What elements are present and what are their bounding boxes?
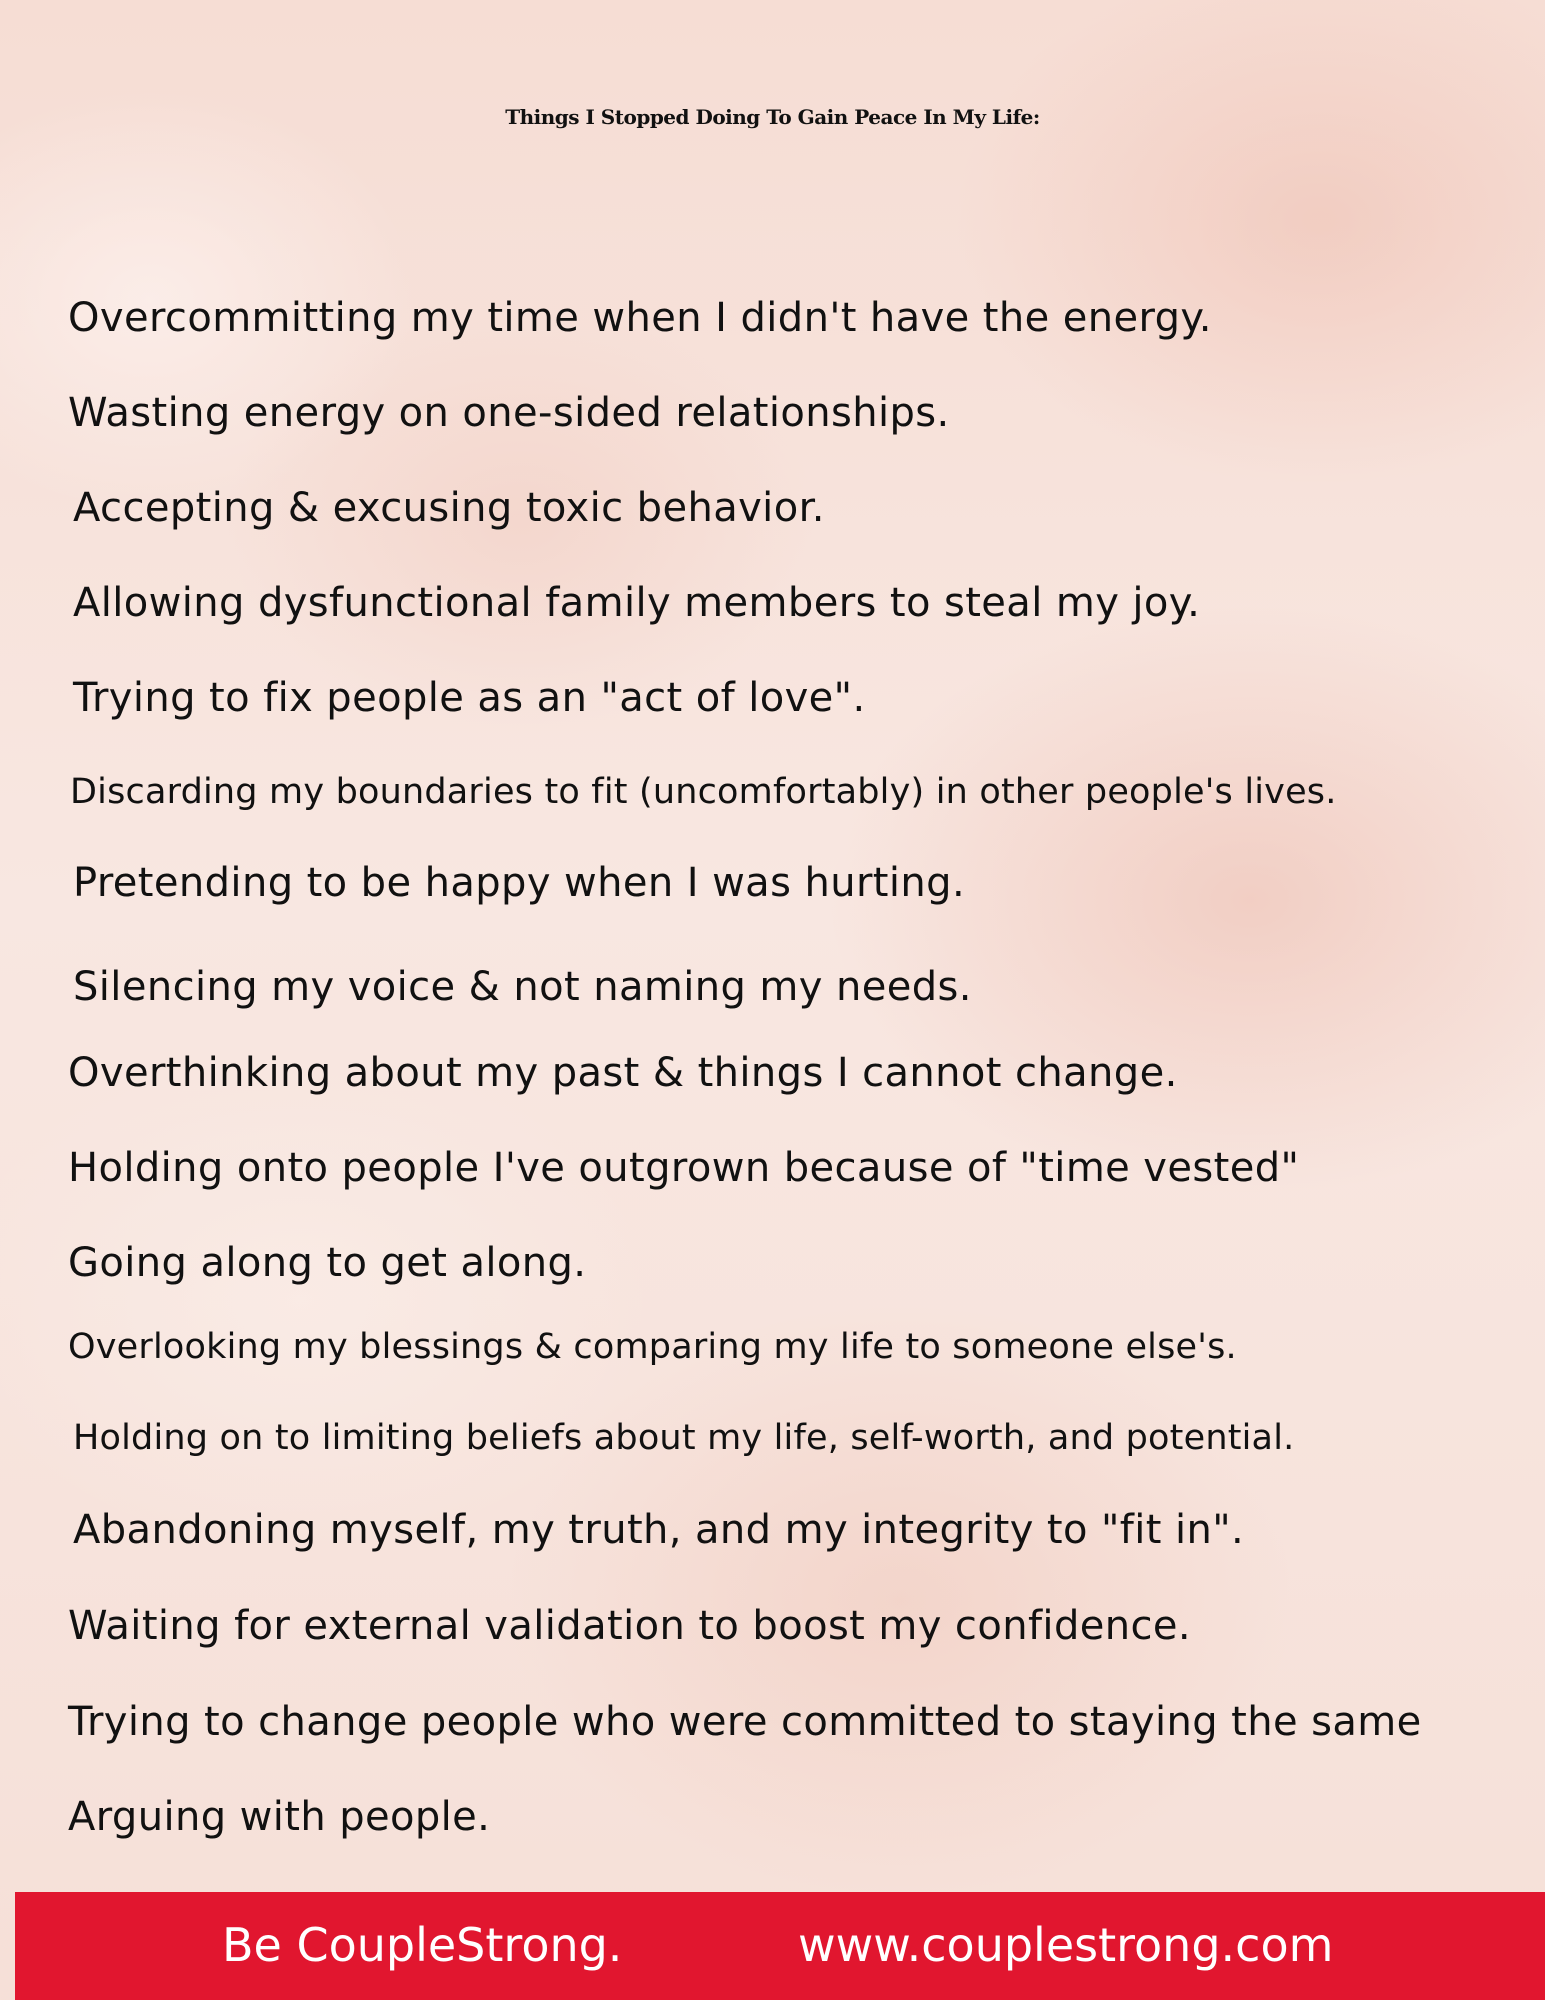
footer-banner — [15, 1892, 1545, 2000]
list-item: Abandoning myself, my truth, and my integrity to "fit in". — [73, 1507, 1245, 1553]
list-item: Overthinking about my past & things I cannot change. — [68, 1050, 1178, 1096]
list-item: Overlooking my blessings & comparing my life to someone else's. — [68, 1327, 1237, 1367]
footer-tagline: Be CoupleStrong. — [222, 1918, 623, 1972]
list-item: Allowing dysfunctional family members to steal my joy. — [73, 580, 1201, 626]
list-item: Holding on to limiting beliefs about my life, self-worth, and potential. — [73, 1418, 1295, 1458]
page-title: Things I Stopped Doing To Gain Peace In My Life: — [505, 105, 1040, 130]
list-item: Waiting for external validation to boost my confidence. — [68, 1603, 1192, 1649]
list-item: Trying to change people who were committed to staying the same — [68, 1699, 1422, 1745]
footer-website-link[interactable]: www.couplestrong.com — [798, 1918, 1334, 1972]
list-item: Wasting energy on one-sided relationships. — [68, 390, 950, 436]
list-item: Holding onto people I've outgrown because of "time vested" — [68, 1145, 1300, 1191]
list-item: Silencing my voice & not naming my needs. — [73, 964, 972, 1010]
list-item: Arguing with people. — [68, 1794, 491, 1840]
list-item: Discarding my boundaries to fit (uncomfortably) in other people's lives. — [70, 772, 1337, 812]
list-item: Pretending to be happy when I was hurting. — [73, 860, 966, 906]
list-item: Going along to get along. — [68, 1240, 587, 1286]
list-item: Accepting & excusing toxic behavior. — [73, 485, 825, 531]
list-item: Overcommitting my time when I didn't have the energy. — [68, 295, 1212, 341]
list-item: Trying to fix people as an "act of love". — [73, 675, 866, 721]
